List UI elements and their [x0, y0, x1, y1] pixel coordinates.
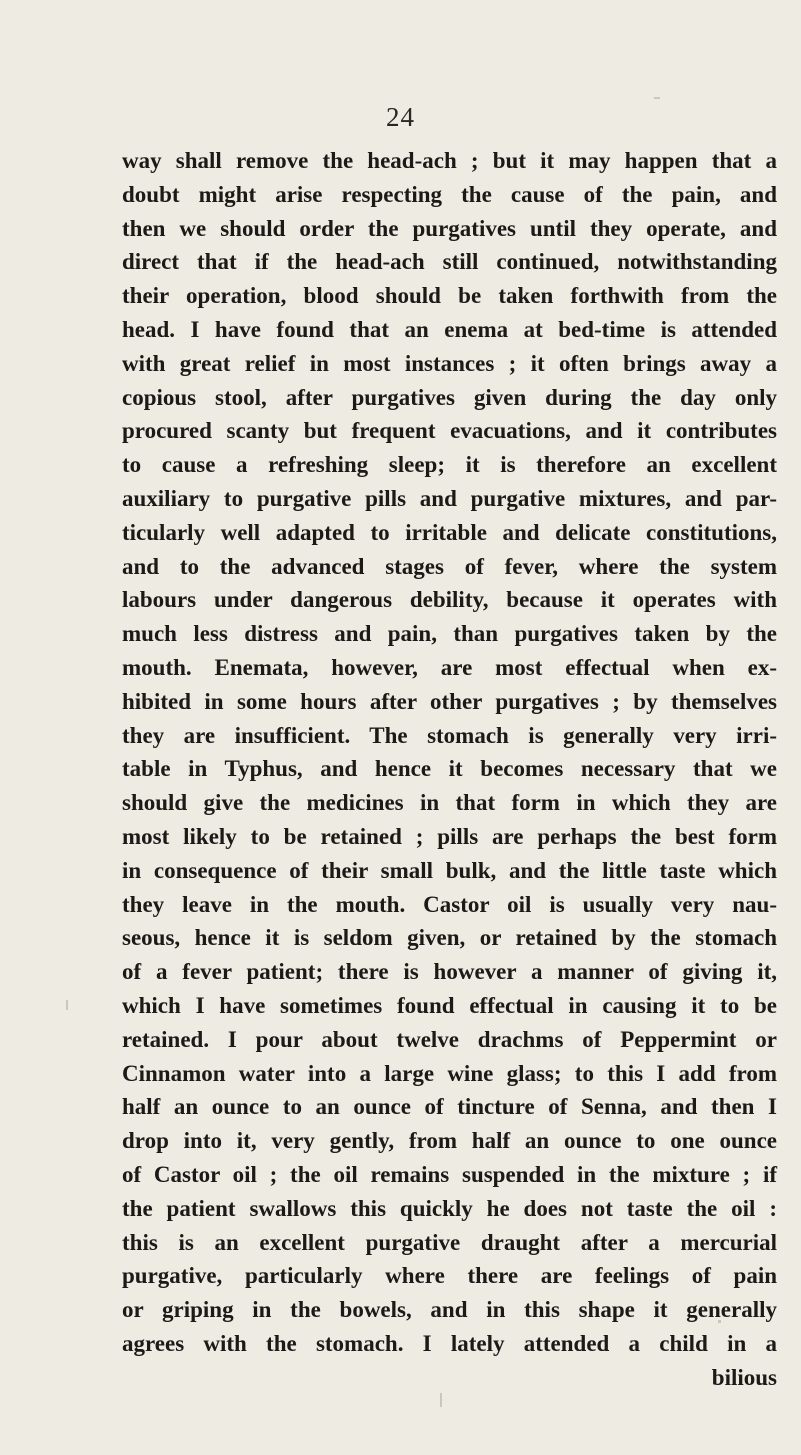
paper-speck [66, 1000, 68, 1010]
paper-speck [718, 1320, 721, 1323]
text-line: and to the advanced stages of fever, where the system [122, 553, 777, 579]
text-line: half an ounce to an ounce of tincture of Senna, and then I [122, 1094, 777, 1120]
text-line: with great relief in most instances ; it often brings away a [122, 350, 777, 376]
text-line: or griping in the bowels, and in this shape it generally [122, 1297, 777, 1323]
text-line: most likely to be retained ; pills are perhaps the best form [122, 823, 777, 849]
text-line: in consequence of their small bulk, and the little taste which [122, 857, 777, 883]
text-line: way shall remove the head-ach ; but it may happen that a [122, 148, 777, 173]
text-line: should give the medicines in that form in which they are [122, 790, 777, 816]
text-line: hibited in some hours after other purgatives ; by themselves [122, 688, 777, 714]
text-line: mouth. Enemata, however, are most effectual when ex- [122, 654, 777, 680]
text-line: ticularly well adapted to irritable and delicate constitutions, [122, 519, 777, 545]
text-line: table in Typhus, and hence it becomes necessary that we [122, 756, 777, 782]
text-line: this is an excellent purgative draught after a mercurial [122, 1229, 777, 1255]
text-line: retained. I pour about twelve drachms of Peppermint or [122, 1026, 777, 1052]
text-line: which I have sometimes found effectual in causing it to be [122, 992, 777, 1018]
text-line: Cinnamon water into a large wine glass; to this I add from [122, 1060, 777, 1086]
text-line: agrees with the stomach. I lately attended a child in a [122, 1330, 777, 1356]
text-line: procured scanty but frequent evacuations, and it contributes [122, 418, 777, 444]
text-line: then we should order the purgatives until they operate, and [122, 215, 777, 241]
paper-speck [654, 97, 660, 99]
text-line: auxiliary to purgative pills and purgative mixtures, and par- [122, 485, 777, 511]
text-line: labours under dangerous debility, because it operates with [122, 587, 777, 613]
body-text [122, 144, 777, 1394]
text-line: drop into it, very gently, from half an ounce to one ounce [122, 1128, 777, 1154]
text-line: copious stool, after purgatives given during the day only [122, 384, 777, 410]
text-line: seous, hence it is seldom given, or retained by the stomach [122, 925, 777, 951]
text-line: doubt might arise respecting the cause of the pain, and [122, 181, 777, 207]
text-line: direct that if the head-ach still continued, notwithstanding [122, 249, 777, 275]
page-number: 24 [386, 102, 415, 132]
text-line: to cause a refreshing sleep; it is therefore an excellent [122, 452, 777, 478]
text-line: their operation, blood should be taken forthwith from the [122, 283, 777, 309]
text-line: much less distress and pain, than purgatives taken by the [122, 621, 777, 647]
paper-speck [440, 1393, 442, 1407]
text-line: head. I have found that an enema at bed-time is attended [122, 316, 777, 342]
text-line: they leave in the mouth. Castor oil is usually very nau- [122, 891, 777, 917]
text-line: purgative, particularly where there are feelings of pain [122, 1263, 777, 1289]
catchword: bilious [711, 1364, 777, 1390]
text-line: of a fever patient; there is however a manner of giving it, [122, 959, 777, 985]
text-line: the patient swallows this quickly he does not taste the oil : [122, 1195, 777, 1221]
text-line: of Castor oil ; the oil remains suspended in the mixture ; if [122, 1161, 777, 1187]
text-line: they are insufficient. The stomach is generally very irri- [122, 722, 777, 748]
